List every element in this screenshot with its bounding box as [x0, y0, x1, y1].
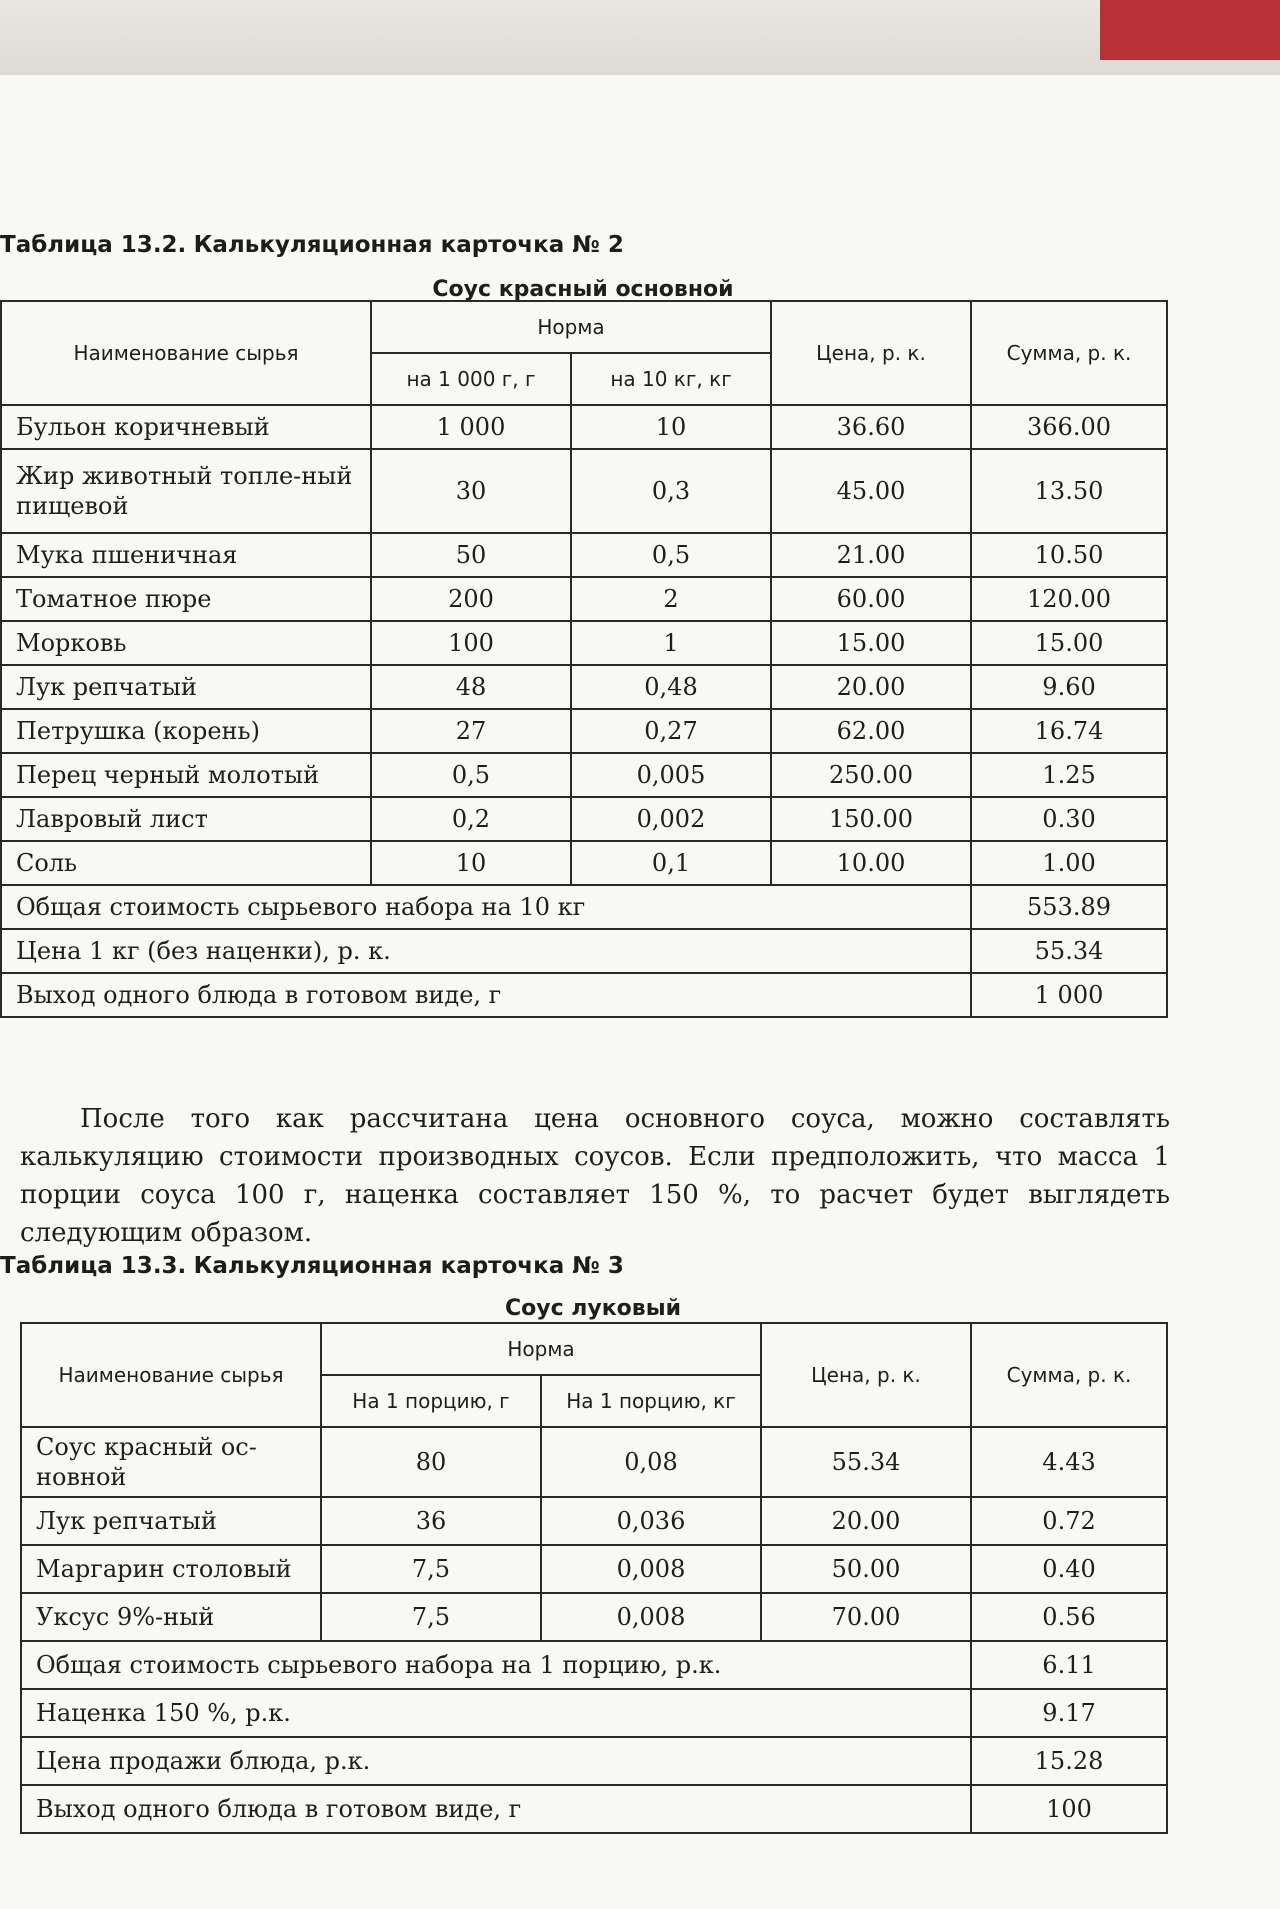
- scan-top-strip: [0, 0, 1280, 80]
- ingredient-name: Маргарин столовый: [21, 1545, 321, 1593]
- summary-row: [21, 1785, 1167, 1833]
- norm-a-value: 36: [321, 1497, 541, 1545]
- table-row: [1, 621, 1167, 665]
- norm-a-value: 10: [371, 841, 571, 885]
- summary-label: Цена 1 кг (без наценки), р. к.: [1, 929, 971, 973]
- summary-value: 100: [971, 1785, 1167, 1833]
- ingredient-name: Соус красный ос-новной: [21, 1427, 321, 1497]
- header-norm-a: На 1 порцию, г: [321, 1375, 541, 1427]
- norm-b-value: 1: [571, 621, 771, 665]
- norm-b-value: 0,002: [571, 797, 771, 841]
- sum-value: 0.40: [971, 1545, 1167, 1593]
- norm-a-value: 1 000: [371, 405, 571, 449]
- header-sum: Сумма, р. к.: [971, 301, 1167, 405]
- ingredient-name: Лук репчатый: [1, 665, 371, 709]
- summary-label: Наценка 150 %, р.к.: [21, 1689, 971, 1737]
- norm-a-value: 0,2: [371, 797, 571, 841]
- summary-row: [21, 1689, 1167, 1737]
- paragraph-text: После того как рассчитана цена основного соуса, можно составлять калькуляцию стоимости производных соусов. Если предположить, что масса 1 порции соуса 100 г, наценка составляет 150 %, то расчет будет выглядеть следующим образом.: [20, 1104, 1170, 1248]
- ingredient-name: Лук репчатый: [21, 1497, 321, 1545]
- summary-value: 9.17: [971, 1689, 1167, 1737]
- ingredient-name: Уксус 9%-ный: [21, 1593, 321, 1641]
- ingredient-name: Мука пшеничная: [1, 533, 371, 577]
- sum-value: 0.30: [971, 797, 1167, 841]
- norm-b-value: 0,08: [541, 1427, 761, 1497]
- table-row: [1, 797, 1167, 841]
- header-norm-a: на 1 000 г, г: [371, 353, 571, 405]
- ingredient-name: Морковь: [1, 621, 371, 665]
- table1-caption-label: Таблица 13.2.: [0, 232, 187, 258]
- header-norm: Норма: [371, 301, 771, 353]
- price-value: 50.00: [761, 1545, 971, 1593]
- price-value: 10.00: [771, 841, 971, 885]
- price-value: 60.00: [771, 577, 971, 621]
- summary-row: [21, 1737, 1167, 1785]
- table2-caption: [0, 1253, 624, 1279]
- ingredient-name: Петрушка (корень): [1, 709, 371, 753]
- summary-row: [21, 1641, 1167, 1689]
- norm-a-value: 0,5: [371, 753, 571, 797]
- price-value: 20.00: [771, 665, 971, 709]
- price-value: 70.00: [761, 1593, 971, 1641]
- norm-a-value: 7,5: [321, 1593, 541, 1641]
- summary-row: [1, 929, 1167, 973]
- header-norm: Норма: [321, 1323, 761, 1375]
- sum-value: 1.00: [971, 841, 1167, 885]
- summary-label: Общая стоимость сырьевого набора на 10 кг: [1, 885, 971, 929]
- calc-card-2-table: [0, 300, 1168, 1018]
- price-value: 15.00: [771, 621, 971, 665]
- header-price: Цена, р. к.: [761, 1323, 971, 1427]
- price-value: 20.00: [761, 1497, 971, 1545]
- price-value: 55.34: [761, 1427, 971, 1497]
- price-value: 250.00: [771, 753, 971, 797]
- header-sum: Сумма, р. к.: [971, 1323, 1167, 1427]
- summary-row: [1, 885, 1167, 929]
- table-row: [1, 449, 1167, 533]
- summary-value: 553.89: [971, 885, 1167, 929]
- table-row: [1, 665, 1167, 709]
- norm-a-value: 200: [371, 577, 571, 621]
- ingredient-name: Перец черный молотый: [1, 753, 371, 797]
- table-row: [1, 533, 1167, 577]
- ingredient-name: Соль: [1, 841, 371, 885]
- table-row: [1, 405, 1167, 449]
- sum-value: 0.56: [971, 1593, 1167, 1641]
- ingredient-name: Лавровый лист: [1, 797, 371, 841]
- summary-label: Выход одного блюда в готовом виде, г: [1, 973, 971, 1017]
- norm-a-value: 27: [371, 709, 571, 753]
- norm-a-value: 80: [321, 1427, 541, 1497]
- norm-a-value: 48: [371, 665, 571, 709]
- calc-card-3-table: [20, 1322, 1168, 1834]
- sum-value: 13.50: [971, 449, 1167, 533]
- table1-caption: [0, 232, 624, 258]
- table-row: [21, 1593, 1167, 1641]
- table2-subtitle: Соус луковый: [504, 1296, 682, 1321]
- table-row: [21, 1497, 1167, 1545]
- sum-value: 10.50: [971, 533, 1167, 577]
- norm-a-value: 50: [371, 533, 571, 577]
- norm-b-value: 0,036: [541, 1497, 761, 1545]
- norm-b-value: 0,5: [571, 533, 771, 577]
- price-value: 45.00: [771, 449, 971, 533]
- table-row: [1, 709, 1167, 753]
- sum-value: 1.25: [971, 753, 1167, 797]
- sum-value: 120.00: [971, 577, 1167, 621]
- table1-caption-title: Калькуляционная карточка № 2: [193, 232, 624, 258]
- norm-b-value: 0,008: [541, 1593, 761, 1641]
- summary-value: 6.11: [971, 1641, 1167, 1689]
- price-value: 62.00: [771, 709, 971, 753]
- sum-value: 16.74: [971, 709, 1167, 753]
- table-row: [1, 577, 1167, 621]
- book-cover-edge: [1100, 0, 1280, 60]
- table-row: [21, 1545, 1167, 1593]
- summary-label: Выход одного блюда в готовом виде, г: [21, 1785, 971, 1833]
- body-paragraph: [20, 1100, 1170, 1252]
- norm-b-value: 0,1: [571, 841, 771, 885]
- table-row: [1, 753, 1167, 797]
- norm-b-value: 10: [571, 405, 771, 449]
- sum-value: 9.60: [971, 665, 1167, 709]
- sum-value: 0.72: [971, 1497, 1167, 1545]
- table-row: [21, 1427, 1167, 1497]
- header-name: Наименование сырья: [1, 301, 371, 405]
- table2-caption-label: Таблица 13.3.: [0, 1253, 187, 1279]
- norm-b-value: 2: [571, 577, 771, 621]
- ingredient-name: Томатное пюре: [1, 577, 371, 621]
- summary-label: Цена продажи блюда, р.к.: [21, 1737, 971, 1785]
- price-value: 21.00: [771, 533, 971, 577]
- table2-caption-title: Калькуляционная карточка № 3: [193, 1253, 624, 1279]
- norm-a-value: 100: [371, 621, 571, 665]
- norm-b-value: 0,3: [571, 449, 771, 533]
- norm-a-value: 30: [371, 449, 571, 533]
- ingredient-name: Бульон коричневый: [1, 405, 371, 449]
- header-norm-b: На 1 порцию, кг: [541, 1375, 761, 1427]
- norm-a-value: 7,5: [321, 1545, 541, 1593]
- summary-value: 55.34: [971, 929, 1167, 973]
- norm-b-value: 0,48: [571, 665, 771, 709]
- header-price: Цена, р. к.: [771, 301, 971, 405]
- table1-subtitle: Соус красный основной: [432, 277, 734, 302]
- norm-b-value: 0,27: [571, 709, 771, 753]
- header-norm-b: на 10 кг, кг: [571, 353, 771, 405]
- summary-value: 15.28: [971, 1737, 1167, 1785]
- norm-b-value: 0,008: [541, 1545, 761, 1593]
- norm-b-value: 0,005: [571, 753, 771, 797]
- price-value: 150.00: [771, 797, 971, 841]
- summary-label: Общая стоимость сырьевого набора на 1 порцию, р.к.: [21, 1641, 971, 1689]
- sum-value: 15.00: [971, 621, 1167, 665]
- sum-value: 366.00: [971, 405, 1167, 449]
- table-row: [1, 841, 1167, 885]
- ingredient-name: Жир животный топле-ный пищевой: [1, 449, 371, 533]
- summary-row: [1, 973, 1167, 1017]
- sum-value: 4.43: [971, 1427, 1167, 1497]
- price-value: 36.60: [771, 405, 971, 449]
- summary-value: 1 000: [971, 973, 1167, 1017]
- header-name: Наименование сырья: [21, 1323, 321, 1427]
